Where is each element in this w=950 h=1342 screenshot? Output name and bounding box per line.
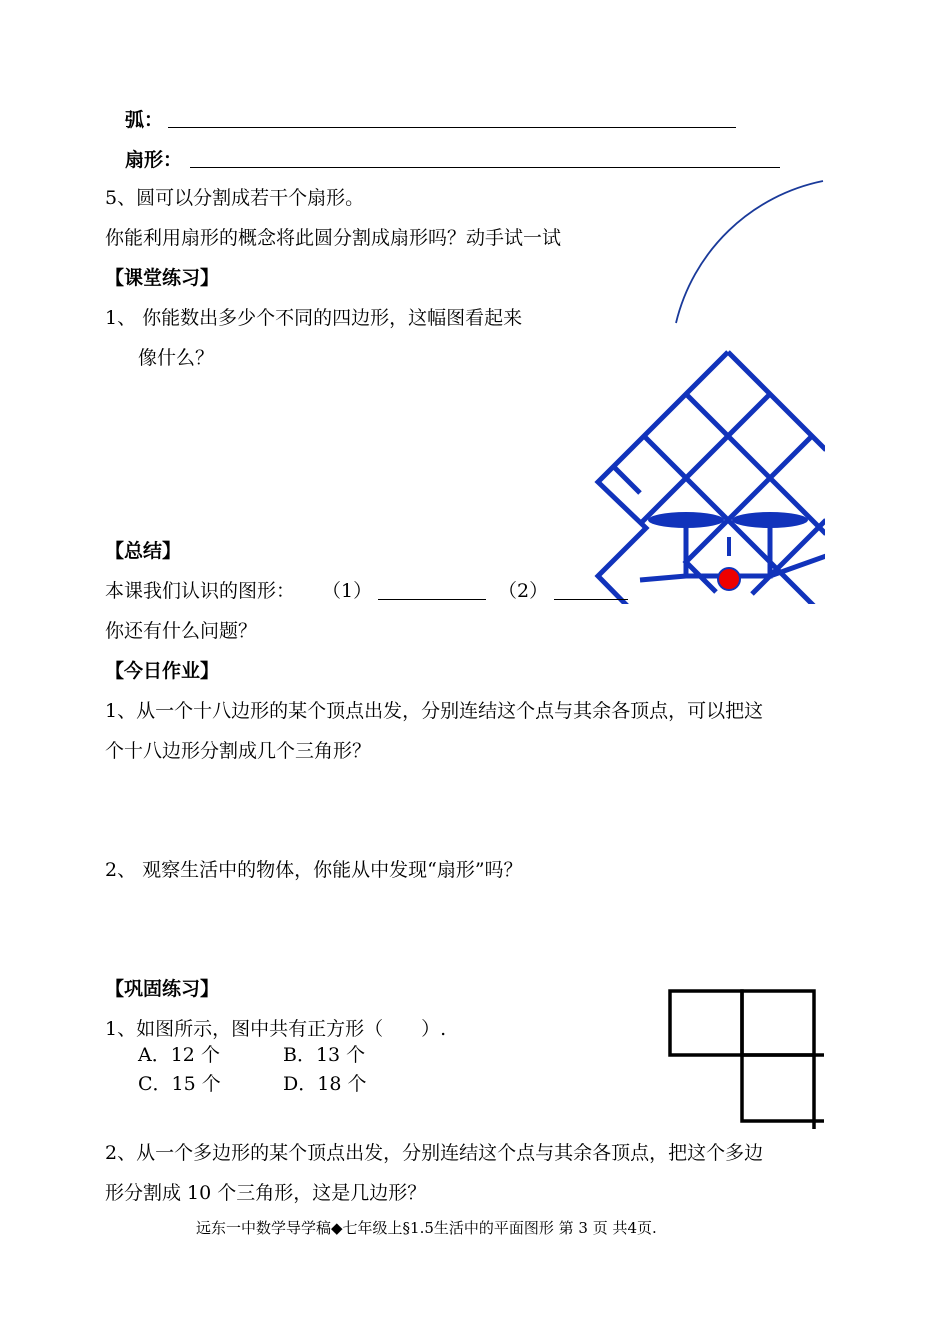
homework-q1-line2: 个十八边形分割成几个三角形？	[105, 740, 372, 762]
left-eye-ellipse	[648, 512, 724, 528]
page-footer: 远东一中数学导学稿◆七年级上§1.5生活中的平面图形 第 3 页 共4页.	[196, 1219, 657, 1237]
red-mouth-dot	[718, 568, 740, 590]
summary-blank1-line[interactable]	[378, 599, 486, 600]
summary-blank2-label: （2）	[498, 580, 549, 602]
arc-blank-line[interactable]	[168, 127, 736, 128]
summary-heading: 【总结】	[105, 540, 182, 562]
classroom-q1-line2: 像什么？	[138, 347, 215, 369]
homework-q2: 2、 观察生活中的物体，你能从中发现“扇形”吗？	[105, 859, 523, 881]
consolidation-heading: 【巩固练习】	[105, 978, 220, 1000]
option-b: B．13 个	[283, 1044, 366, 1066]
sector-blank-line[interactable]	[190, 167, 780, 168]
circle-arc-figure	[660, 170, 840, 330]
item5-line2: 你能利用扇形的概念将此圆分割成扇形吗？动手试一试	[105, 227, 562, 249]
sector-label: 扇形：	[125, 149, 183, 171]
right-eye-ellipse	[732, 512, 808, 528]
consolidation-q1: 1、如图所示，图中共有正方形（ ）.	[105, 1018, 447, 1040]
option-d: D．18 个	[283, 1073, 367, 1095]
option-a: A．12 个	[138, 1044, 220, 1066]
square-bottom	[742, 1055, 814, 1121]
consolidation-q2-line2: 形分割成 10 个三角形，这是几边形？	[105, 1182, 427, 1204]
square-top-right	[742, 991, 814, 1055]
option-c: C．15 个	[138, 1073, 221, 1095]
homework-q1-line1: 1、从一个十八边形的某个顶点出发，分别连结这个点与其余各顶点，可以把这	[105, 700, 764, 722]
quadrilateral-face-figure	[590, 340, 830, 610]
consolidation-q2-line1: 2、从一个多边形的某个顶点出发，分别连结这个点与其余各顶点，把这个多边	[105, 1142, 764, 1164]
square-top-left	[670, 991, 742, 1055]
squares-figure	[660, 980, 830, 1130]
classroom-heading: 【课堂练习】	[105, 267, 220, 289]
summary-blank2-line[interactable]	[554, 599, 628, 600]
summary-line1-prefix: 本课我们认识的图形：	[105, 580, 296, 602]
summary-line2: 你还有什么问题？	[105, 620, 258, 642]
arc-label: 弧：	[125, 109, 164, 131]
item5-line1: 5、圆可以分割成若干个扇形。	[105, 187, 365, 209]
summary-blank1-label: （1）	[322, 580, 373, 602]
circle-arc	[676, 181, 823, 323]
classroom-q1-line1: 1、 你能数出多少个不同的四边形，这幅图看起来	[105, 307, 523, 329]
homework-heading: 【今日作业】	[105, 660, 220, 682]
